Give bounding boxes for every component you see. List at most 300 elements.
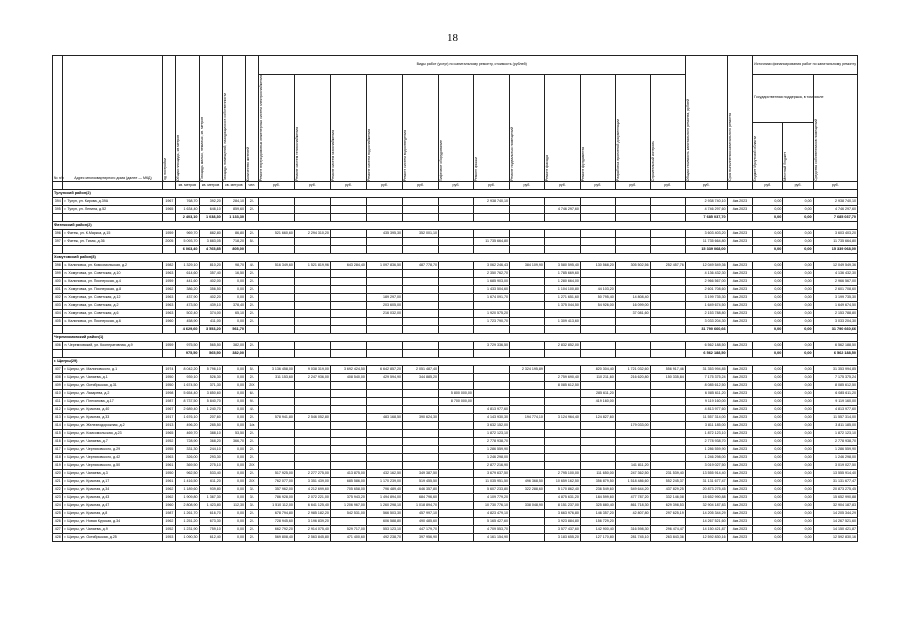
row-work-cost xyxy=(650,438,685,446)
row-year: 1960 xyxy=(163,318,176,326)
row-work-cost xyxy=(544,430,580,438)
row-work-cost xyxy=(439,342,474,350)
empty-cell xyxy=(544,214,580,222)
row-floors: 2/- xyxy=(246,310,259,318)
row-work-cost: 519 455,50 xyxy=(402,478,438,486)
empty-cell xyxy=(439,326,474,334)
row-work-cost xyxy=(402,382,438,390)
row-regional-budget: 0,00 xyxy=(753,526,783,534)
row-living-area: 526,30 xyxy=(199,374,222,382)
row-number: 410 xyxy=(53,390,63,398)
row-work-cost: 2 072 221,00 xyxy=(294,494,330,502)
row-address: с. Калиновка, ул. Пионерская, д.4 xyxy=(63,278,163,286)
row-work-cost: 338 048,90 xyxy=(509,502,544,510)
row-work-cost xyxy=(258,278,294,286)
row-address: г. Щигры, ул. Красная, д.17 xyxy=(63,478,163,486)
row-work-cost: 322 288,60 xyxy=(509,486,544,494)
row-work-cost: 247 362,50 xyxy=(615,470,650,478)
row-address: г. Щигры, ул. Чапаева, д.3 xyxy=(63,470,163,478)
row-year: 1962 xyxy=(163,494,176,502)
unit-rub: руб. xyxy=(544,182,580,190)
row-work-cost: 2 324 195,89 xyxy=(509,366,544,374)
row-work-cost xyxy=(258,390,294,398)
row-deadline: 4кв.2023 xyxy=(727,462,753,470)
row-owners-funds: 31 131 677,47 xyxy=(813,478,857,486)
row-floors: 2/Х xyxy=(246,382,259,390)
row-year: 1959 xyxy=(163,230,176,238)
row-total-cost: 2 778 938,70 xyxy=(685,438,727,446)
row-living-area: 402,00 xyxy=(199,278,222,286)
row-work-cost: 3 663 976,80 xyxy=(544,510,580,518)
row-work-cost xyxy=(258,454,294,462)
unit-rub: руб. xyxy=(294,182,330,190)
table-row xyxy=(53,206,858,214)
row-work-cost: 1 097 836,50 xyxy=(366,262,402,270)
row-deadline: 4кв.2023 xyxy=(727,270,753,278)
subtotal-total-area: 975,50 xyxy=(176,350,199,358)
row-number: 405 xyxy=(53,318,63,326)
row-total-area: 1 416,50 xyxy=(176,478,199,486)
empty-cell xyxy=(366,326,402,334)
row-work-cost xyxy=(509,446,544,454)
row-work-cost xyxy=(544,422,580,430)
row-work-cost xyxy=(509,382,544,390)
row-deadline: 4кв.2023 xyxy=(727,406,753,414)
row-owners-funds: 4 813 977,60 xyxy=(813,406,857,414)
row-number: 400 xyxy=(53,278,63,286)
row-work-cost: 1 785 669,60 xyxy=(544,270,580,278)
row-work-cost xyxy=(439,478,474,486)
row-total-cost: 1 246 298,00 xyxy=(685,454,727,462)
row-local-budget: 0,00 xyxy=(783,446,813,454)
row-work-cost xyxy=(330,454,366,462)
row-deadline: 4кв.2023 xyxy=(727,430,753,438)
row-work-cost: 1 510 112,00 xyxy=(258,502,294,510)
row-regional-budget: 0,00 xyxy=(753,534,783,542)
row-work-cost xyxy=(402,310,438,318)
row-owners-funds: 3 811 185,00 xyxy=(813,422,857,430)
row-local-budget: 0,00 xyxy=(783,310,813,318)
row-work-cost xyxy=(650,238,685,246)
row-deadline: 4кв.2023 xyxy=(727,286,753,294)
row-local-budget: 0,00 xyxy=(783,286,813,294)
unit-rub: руб. xyxy=(813,182,857,190)
row-work-cost xyxy=(330,390,366,398)
row-work-cost xyxy=(366,206,402,214)
row-year: 1961 xyxy=(163,478,176,486)
row-number: 407 xyxy=(53,366,63,374)
row-work-cost: 8 700 000,00 xyxy=(439,398,474,406)
row-work-cost xyxy=(330,462,366,470)
empty-cell xyxy=(330,350,366,358)
row-work-cost: 685 586,00 xyxy=(330,478,366,486)
row-work-cost xyxy=(439,446,474,454)
row-address: г. Тулун, ул. Кирова, д.39А xyxy=(63,198,163,206)
row-deadline: 4кв.2023 xyxy=(727,526,753,534)
row-year: 1962 xyxy=(163,286,176,294)
row-work-cost xyxy=(294,238,330,246)
row-year: 1967 xyxy=(163,198,176,206)
row-local-budget: 0,00 xyxy=(783,478,813,486)
row-work-cost xyxy=(439,366,474,374)
row-total-cost: 9 119 160,00 xyxy=(685,398,727,406)
row-work-cost xyxy=(439,462,474,470)
row-year: 1950 xyxy=(163,470,176,478)
row-owners-funds: 13 555 914,40 xyxy=(813,470,857,478)
row-total-cost: 1 286 559,90 xyxy=(685,446,727,454)
row-work-cost xyxy=(615,286,650,294)
row-owned-area: 0,00 xyxy=(222,494,245,502)
row-work-cost xyxy=(615,518,650,526)
row-work-cost xyxy=(544,198,580,206)
row-address: г. Щигры, ул. Чапаева, д.7 xyxy=(63,438,163,446)
subtotal-row xyxy=(53,246,858,254)
row-number: 413 xyxy=(53,414,63,422)
empty-cell xyxy=(163,214,176,222)
row-address: г. Щигры, ул. Малиновского, д.1 xyxy=(63,366,163,374)
row-work-cost: 2 294 310,20 xyxy=(294,230,330,238)
row-local-budget: 0,00 xyxy=(783,470,813,478)
row-work-cost xyxy=(509,270,544,278)
empty-cell xyxy=(727,214,753,222)
row-work-cost: 16 099,00 xyxy=(615,302,650,310)
row-work-cost: 4 212 699,60 xyxy=(294,486,330,494)
row-work-cost xyxy=(439,310,474,318)
row-deadline: 4кв.2023 xyxy=(727,422,753,430)
row-work-cost xyxy=(402,206,438,214)
row-work-cost xyxy=(615,390,650,398)
row-work-cost xyxy=(473,230,509,238)
row-total-area: 502,40 xyxy=(176,310,199,318)
row-total-cost: 2 938 740,10 xyxy=(685,198,727,206)
col-year-header: Год постройки xyxy=(163,56,176,182)
row-total-area: 8 042,20 xyxy=(176,366,199,374)
empty-cell xyxy=(439,246,474,254)
empty-cell xyxy=(63,214,163,222)
row-work-cost: 1 920 575,20 xyxy=(473,310,509,318)
table-row xyxy=(53,286,858,294)
row-regional-budget: 0,00 xyxy=(753,294,783,302)
empty-cell xyxy=(473,350,509,358)
row-work-cost xyxy=(615,278,650,286)
row-owned-area: 284,10 xyxy=(222,198,245,206)
row-work-cost: 820 304,40 xyxy=(580,366,615,374)
row-year: 1963 xyxy=(163,454,176,462)
row-work-cost xyxy=(294,206,330,214)
subtotal-local-budget: 0,00 xyxy=(783,350,813,358)
row-work-cost: 2 938 740,10 xyxy=(473,198,509,206)
row-number: 404 xyxy=(53,310,63,318)
row-deadline: 4кв.2023 xyxy=(727,510,753,518)
row-work-cost xyxy=(402,198,438,206)
subtotal-total-area: 6 063,40 xyxy=(176,246,199,254)
district-name: Хомутовский район(8) xyxy=(53,254,858,262)
row-work-cost xyxy=(650,406,685,414)
row-deadline: 4кв.2023 xyxy=(727,374,753,382)
row-year: 1987 xyxy=(163,398,176,406)
row-work-cost: 1 309 413,60 xyxy=(544,318,580,326)
row-work-cost: 4 875 631,20 xyxy=(544,494,580,502)
page-number: 18 xyxy=(447,32,458,44)
row-year: 1967 xyxy=(163,406,176,414)
row-work-cost: 146 357,20 xyxy=(580,510,615,518)
row-living-area: 368,20 xyxy=(199,438,222,446)
finance-local-header: Местный бюджет xyxy=(783,122,813,182)
row-owners-funds: 6 562 188,50 xyxy=(813,342,857,350)
row-work-cost xyxy=(258,406,294,414)
table-row xyxy=(53,534,858,542)
row-work-cost xyxy=(330,206,366,214)
row-work-cost xyxy=(439,198,474,206)
row-work-cost: 4 161 154,90 xyxy=(473,534,509,542)
row-year: 1963 xyxy=(163,270,176,278)
row-deadline: 4кв.2023 xyxy=(727,470,753,478)
unit-sqm: кв. метров xyxy=(176,182,199,190)
row-work-cost: 1 433 504,60 xyxy=(473,286,509,294)
row-living-area: 882,80 xyxy=(199,230,222,238)
row-work-cost: 521 660,60 xyxy=(258,230,294,238)
row-work-cost xyxy=(509,422,544,430)
row-work-cost: 483 168,50 xyxy=(366,414,402,422)
row-work-cost xyxy=(650,518,685,526)
row-work-cost: 4 746 297,60 xyxy=(544,206,580,214)
row-number: 402 xyxy=(53,294,63,302)
row-work-cost: 553 123,10 xyxy=(366,526,402,534)
row-work-cost xyxy=(509,390,544,398)
row-work-cost xyxy=(366,238,402,246)
row-owners-funds: 3 603 403,20 xyxy=(813,230,857,238)
row-work-cost xyxy=(439,406,474,414)
row-year: 1953 xyxy=(163,534,176,542)
row-work-cost: 529 717,00 xyxy=(330,526,366,534)
row-number: 420 xyxy=(53,470,63,478)
row-owned-area: 366,70 xyxy=(222,438,245,446)
unit-rub: руб. xyxy=(615,182,650,190)
row-owners-funds: 2 938 740,10 xyxy=(813,198,857,206)
row-work-cost: 3 923 884,80 xyxy=(544,518,580,526)
row-regional-budget: 0,00 xyxy=(753,406,783,414)
row-work-cost: 6 641 125,40 xyxy=(294,502,330,510)
row-work-cost: 4 709 553,70 xyxy=(473,526,509,534)
row-work-cost xyxy=(294,390,330,398)
row-total-area: 1 231,90 xyxy=(176,526,199,534)
row-address: г. Щигры, ул. Комсомольская, д.23 xyxy=(63,430,163,438)
table-row xyxy=(53,470,858,478)
row-work-cost xyxy=(580,238,615,246)
row-floors: 2/- xyxy=(246,518,259,526)
row-local-budget: 0,00 xyxy=(783,462,813,470)
row-work-cost: 357 962,00 xyxy=(258,486,294,494)
table-row xyxy=(53,494,858,502)
row-work-cost xyxy=(544,438,580,446)
row-owners-funds: 2 778 938,70 xyxy=(813,438,857,446)
row-deadline: 4кв.2023 xyxy=(727,294,753,302)
row-work-cost xyxy=(258,422,294,430)
row-work-cost: 5 800 000,00 xyxy=(439,390,474,398)
col-num-header: № п/п xyxy=(53,56,63,182)
row-floors: 2/- xyxy=(246,454,259,462)
empty-cell xyxy=(294,246,330,254)
row-work-cost xyxy=(615,198,650,206)
row-work-cost: 5 607 233,80 xyxy=(473,486,509,494)
row-work-cost: 130 568,20 xyxy=(580,262,615,270)
row-work-cost xyxy=(366,398,402,406)
subtotal-owners-funds: 6 562 188,50 xyxy=(813,350,857,358)
work-header-elevator: Лифтовое оборудование xyxy=(439,75,474,182)
empty-cell xyxy=(63,246,163,254)
row-living-area: 244,10 xyxy=(199,446,222,454)
row-work-cost xyxy=(258,446,294,454)
row-work-cost xyxy=(366,406,402,414)
row-year: 1963 xyxy=(163,310,176,318)
subtotal-owned-area: 1 133,30 xyxy=(222,214,245,222)
row-local-budget: 0,00 xyxy=(783,366,813,374)
empty-cell xyxy=(366,214,402,222)
row-total-area: 326,00 xyxy=(176,454,199,462)
row-work-cost xyxy=(402,462,438,470)
row-owners-funds: 4 746 297,60 xyxy=(813,206,857,214)
table-row xyxy=(53,318,858,326)
row-work-cost: 435 395,30 xyxy=(366,230,402,238)
row-year: 1987 xyxy=(163,510,176,518)
row-total-area: 768,70 xyxy=(176,198,199,206)
row-total-area: 1 909,80 xyxy=(176,494,199,502)
row-floors: 2/- xyxy=(246,342,259,350)
row-work-cost: 1 260 298,10 xyxy=(366,502,402,510)
row-number: 397 xyxy=(53,238,63,246)
row-regional-budget: 0,00 xyxy=(753,366,783,374)
row-work-cost: 390 624,30 xyxy=(402,414,438,422)
row-living-area: 371,30 xyxy=(199,382,222,390)
empty-cell xyxy=(650,326,685,334)
row-floors: 2/- xyxy=(246,270,259,278)
row-work-cost xyxy=(509,342,544,350)
row-total-area: 1 329,10 xyxy=(176,262,199,270)
row-work-cost xyxy=(294,302,330,310)
row-total-cost: 2 601 708,60 xyxy=(685,286,727,294)
table-row xyxy=(53,294,858,302)
row-work-cost xyxy=(580,278,615,286)
table-row xyxy=(53,462,858,470)
row-owned-area: 0,00 xyxy=(222,318,245,326)
row-total-cost: 3 033 204,30 xyxy=(685,318,727,326)
row-number: 422 xyxy=(53,486,63,494)
unit-rub: руб. xyxy=(753,182,783,190)
row-number: 417 xyxy=(53,446,63,454)
row-total-cost: 4 136 432,30 xyxy=(685,270,727,278)
row-total-area: 962,50 xyxy=(176,470,199,478)
table-row xyxy=(53,486,858,494)
row-work-cost xyxy=(509,318,544,326)
row-work-cost: 496 368,50 xyxy=(509,478,544,486)
row-work-cost xyxy=(615,238,650,246)
row-local-budget: 0,00 xyxy=(783,518,813,526)
row-work-cost: 297 625,19 xyxy=(650,510,685,518)
row-owners-funds: 20 873 275,45 xyxy=(813,486,857,494)
table-row xyxy=(53,414,858,422)
row-living-area: 810,20 xyxy=(199,262,222,270)
row-local-budget: 0,00 xyxy=(783,422,813,430)
row-work-cost xyxy=(258,198,294,206)
district-row xyxy=(53,358,858,366)
row-deadline: 4кв.2023 xyxy=(727,398,753,406)
row-work-cost xyxy=(615,406,650,414)
row-owned-area: 0,00 xyxy=(222,526,245,534)
row-number: 425 xyxy=(53,510,63,518)
row-total-cost: 6 085 611,20 xyxy=(685,390,727,398)
row-work-cost xyxy=(650,230,685,238)
row-work-cost xyxy=(650,462,685,470)
row-total-cost: 32 904 187,83 xyxy=(685,502,727,510)
table-row xyxy=(53,302,858,310)
row-work-cost: 2 350 762,70 xyxy=(473,270,509,278)
unit-rub: руб. xyxy=(366,182,402,190)
capital-repair-table-sheet xyxy=(52,55,858,542)
col-owned-area-header: Площадь помещений, находящихся в собственности xyxy=(222,56,245,182)
row-deadline: 4кв.2023 xyxy=(727,230,753,238)
row-address: г. Щигры, ул. Черняховского, д.50 xyxy=(63,462,163,470)
row-total-cost: 3 811 185,00 xyxy=(685,422,727,430)
row-owned-area: 0,00 xyxy=(222,382,245,390)
row-total-cost: 7 175 375,24 xyxy=(685,374,727,382)
row-work-cost xyxy=(580,406,615,414)
row-address: г. Щигры, ул. Красная, д.34 xyxy=(63,486,163,494)
empty-cell xyxy=(650,350,685,358)
row-total-area: 331,30 xyxy=(176,446,199,454)
row-regional-budget: 0,00 xyxy=(753,262,783,270)
subtotal-owners-funds: 7 685 037,70 xyxy=(813,214,857,222)
row-work-cost: 142 900,40 xyxy=(580,526,615,534)
row-number: 399 xyxy=(53,270,63,278)
row-work-cost xyxy=(509,430,544,438)
table-row xyxy=(53,518,858,526)
subtotal-living-area: 1 038,30 xyxy=(199,214,222,222)
district-name: Тулунский район(2) xyxy=(53,190,858,198)
row-address: г. Щигры, ул. Плеханова, д.17 xyxy=(63,398,163,406)
row-work-cost xyxy=(580,454,615,462)
row-work-cost xyxy=(294,430,330,438)
row-work-cost xyxy=(615,438,650,446)
table-row xyxy=(53,446,858,454)
row-local-budget: 0,00 xyxy=(783,278,813,286)
row-work-cost: 419 160,00 xyxy=(580,398,615,406)
row-living-area: 356,50 xyxy=(199,286,222,294)
row-regional-budget: 0,00 xyxy=(753,318,783,326)
unit-rub: руб. xyxy=(580,182,615,190)
table-row xyxy=(53,406,858,414)
row-owners-funds: 2 601 708,60 xyxy=(813,286,857,294)
row-owners-funds: 8 085 612,50 xyxy=(813,382,857,390)
row-work-cost xyxy=(402,454,438,462)
row-floors: 2/- xyxy=(246,430,259,438)
row-total-area: 441,60 xyxy=(176,278,199,286)
row-number: 427 xyxy=(53,526,63,534)
row-owned-area: 0,00 xyxy=(222,478,245,486)
row-work-cost xyxy=(330,318,366,326)
row-number: 412 xyxy=(53,406,63,414)
table-row xyxy=(53,278,858,286)
row-year: 1998 xyxy=(163,390,176,398)
empty-cell xyxy=(163,350,176,358)
row-work-cost: 332 146,08 xyxy=(650,494,685,502)
row-work-cost xyxy=(258,294,294,302)
row-work-cost: 281 745,10 xyxy=(615,534,650,542)
row-work-cost xyxy=(509,198,544,206)
row-work-cost: 2 832 852,00 xyxy=(544,342,580,350)
row-living-area: 207,60 xyxy=(199,414,222,422)
row-work-cost xyxy=(258,398,294,406)
row-work-cost xyxy=(366,454,402,462)
